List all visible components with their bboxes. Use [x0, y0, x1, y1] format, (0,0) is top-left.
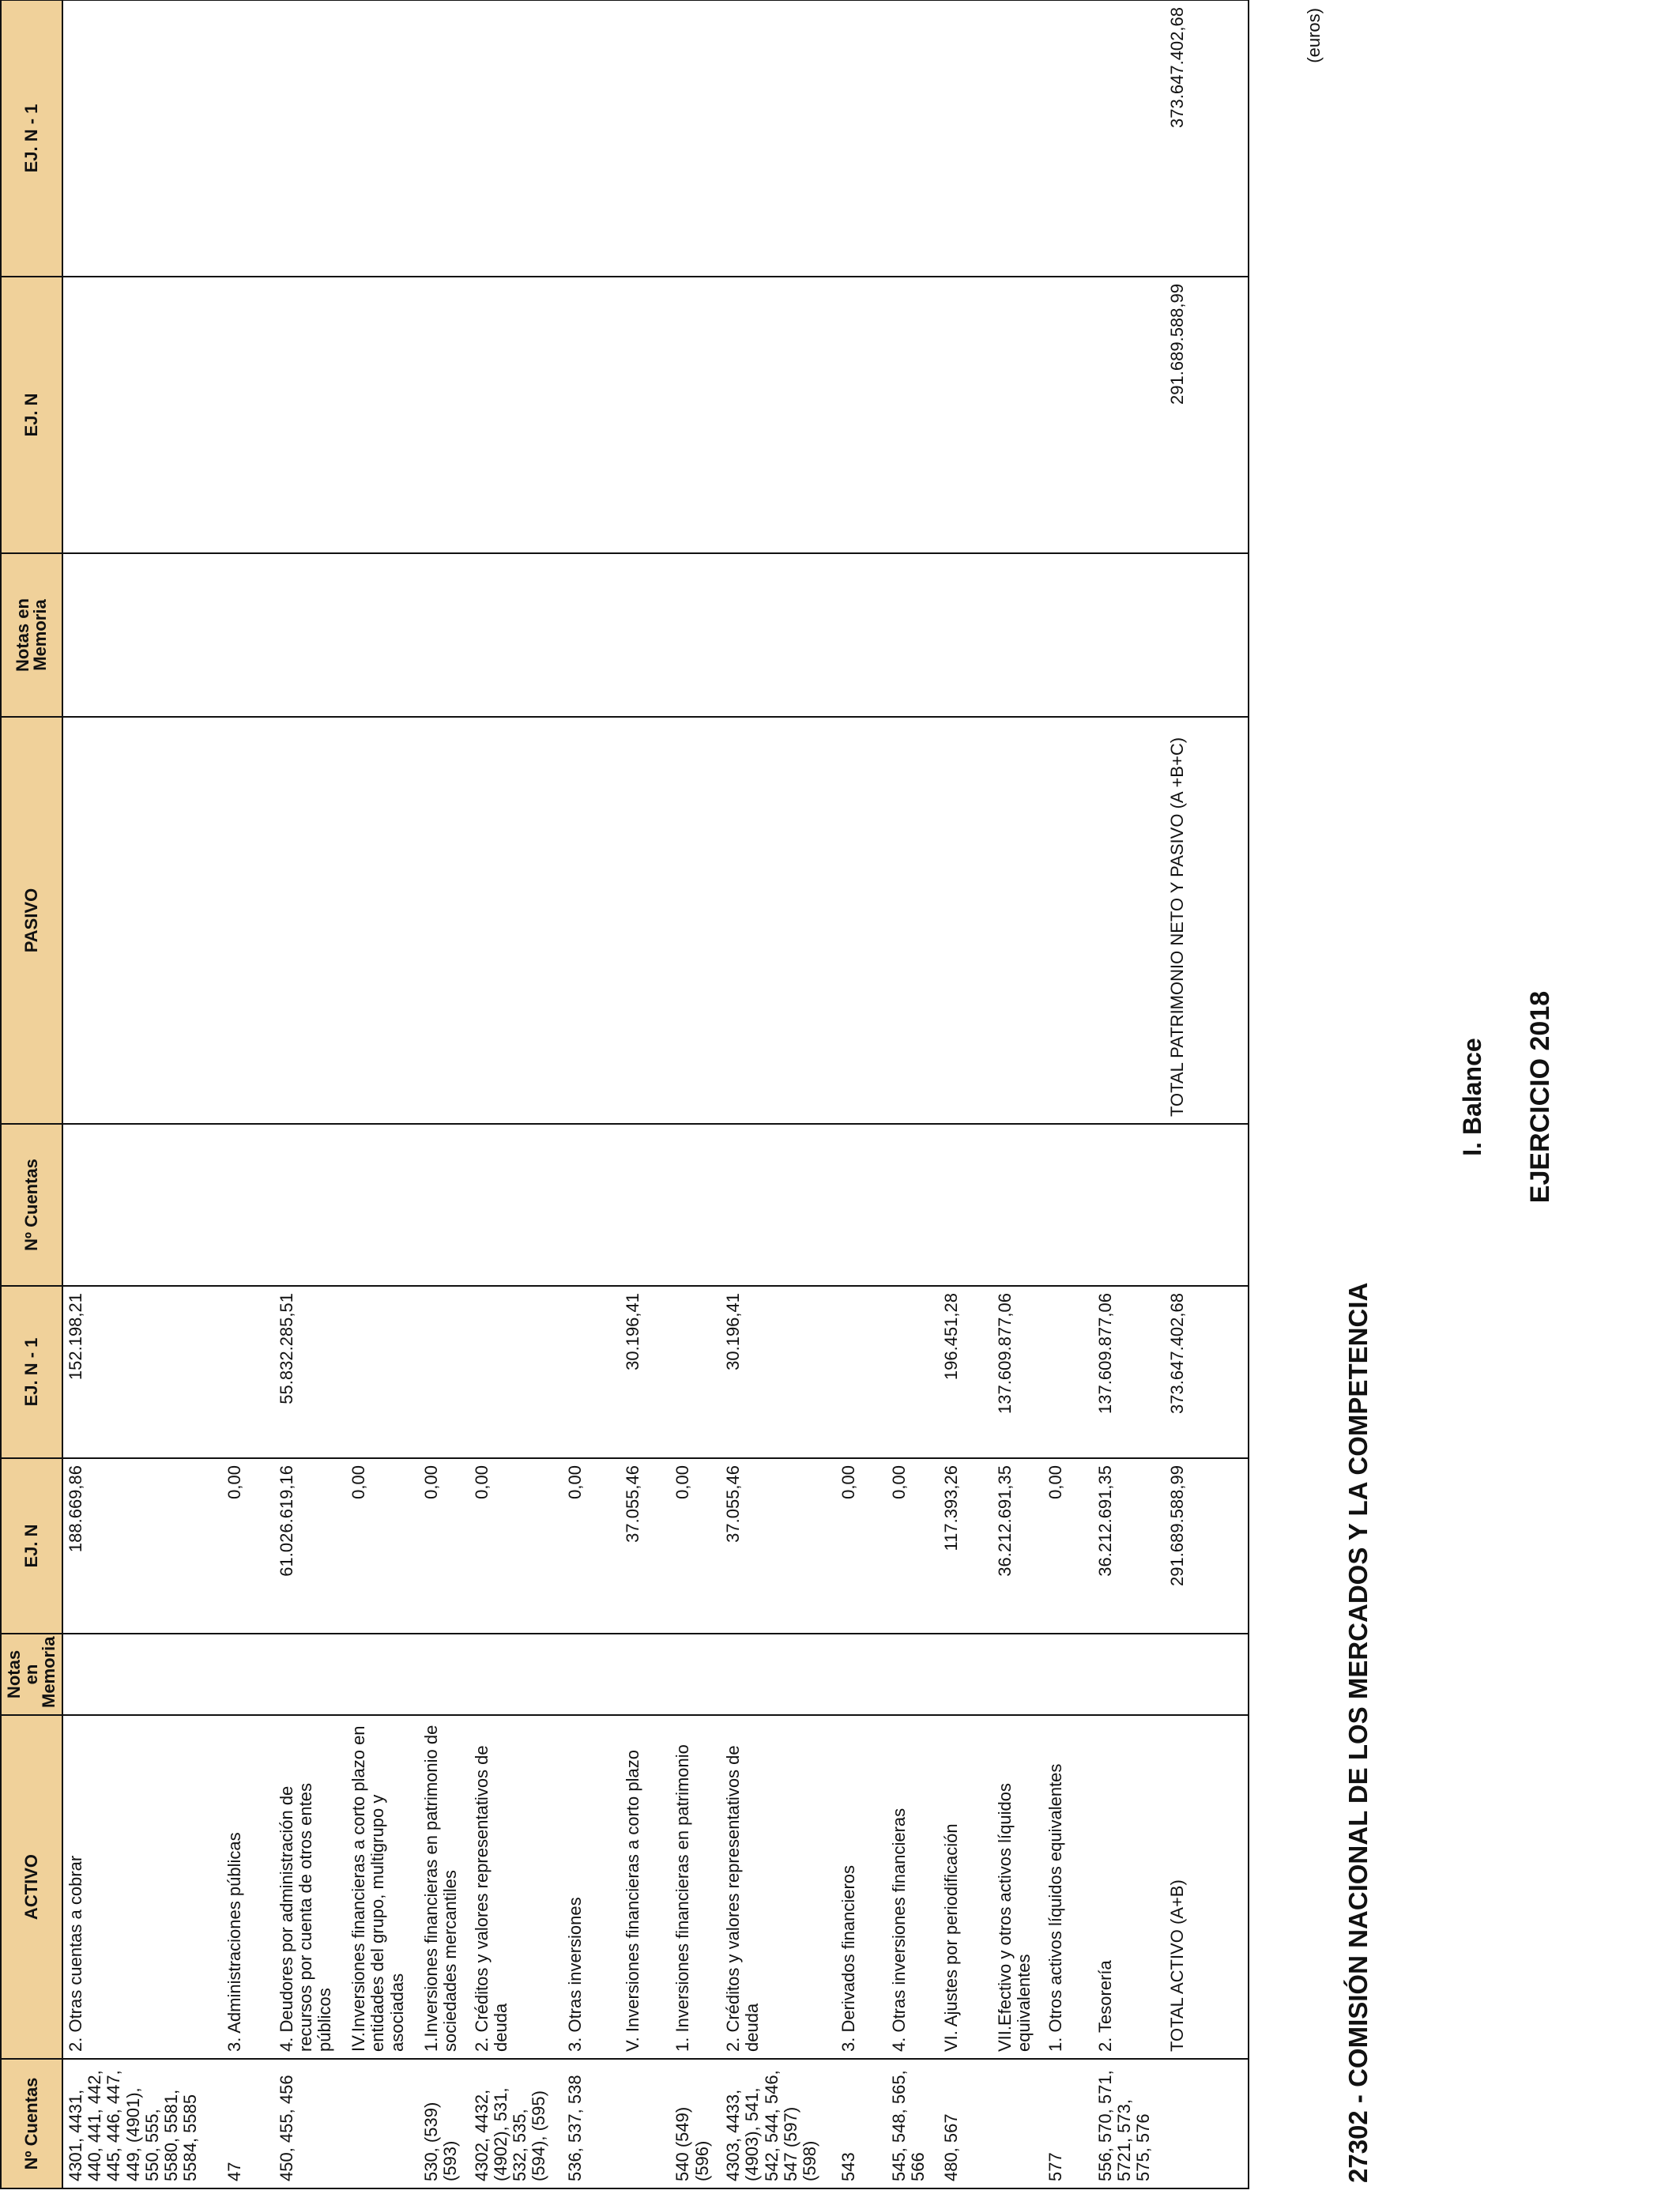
cell-ej-n: 291.689.588,99: [1165, 1458, 1249, 1634]
cell-notas-pasivo: [836, 553, 886, 717]
cell-ej-n: 61.026.619,16: [274, 1458, 346, 1634]
table-row: [620, 0, 670, 2188]
cell-ej-n-pasivo: [887, 277, 939, 553]
cell-cuentas: 536, 537, 538: [563, 2059, 620, 2188]
cell-pasivo: [939, 717, 993, 1124]
cell-cuentas: 540 (549) (596): [670, 2059, 721, 2188]
cell-pasivo: [887, 717, 939, 1124]
cell-activo: V. Inversiones financieras a corto plazo: [620, 1715, 670, 2059]
cell-ej-n: 0,00: [346, 1458, 418, 1634]
cell-ej-n: 36.212.691,35: [1093, 1458, 1165, 1634]
cell-ej-n1-pasivo: [62, 0, 222, 277]
cell-ej-n-pasivo: [620, 277, 670, 553]
cell-cuentas-pasivo: [721, 1124, 836, 1286]
table-row: [670, 0, 721, 2188]
table-row: [419, 0, 469, 2188]
cell-ej-n1: [419, 1286, 469, 1458]
cell-cuentas: 545, 548, 565, 566: [887, 2059, 939, 2188]
cell-cuentas-pasivo: [1043, 1124, 1093, 1286]
cell-ej-n1-pasivo: [721, 0, 836, 277]
header-ej-n: EJ. N: [1, 1458, 62, 1634]
table-row: [993, 0, 1043, 2188]
cell-activo: 2. Créditos y valores representativos de deuda: [721, 1715, 836, 2059]
cell-notas-pasivo: [419, 553, 469, 717]
cell-ej-n1: 196.451,28: [939, 1286, 993, 1458]
cell-pasivo: [620, 717, 670, 1124]
cell-ej-n1: [887, 1286, 939, 1458]
cell-notas: [993, 1634, 1043, 1715]
cell-activo: 3. Otras inversiones: [563, 1715, 620, 2059]
cell-activo: VI. Ajustes por periodificación: [939, 1715, 993, 2059]
cell-notas-pasivo: [993, 553, 1043, 717]
cell-ej-n: 0,00: [469, 1458, 563, 1634]
cell-activo: 4. Deudores por administración de recursos por cuenta de otros entes públicos: [274, 1715, 346, 2059]
cell-activo: 1. Otros activos líquidos equivalentes: [1043, 1715, 1093, 2059]
cell-cuentas: [1165, 2059, 1249, 2188]
cell-cuentas: [620, 2059, 670, 2188]
cell-ej-n1: [346, 1286, 418, 1458]
cell-ej-n: 36.212.691,35: [993, 1458, 1043, 1634]
cell-ej-n: 0,00: [670, 1458, 721, 1634]
cell-ej-n1-pasivo: [670, 0, 721, 277]
cell-notas: [469, 1634, 563, 1715]
table-row: [1043, 0, 1093, 2188]
cell-ej-n: 0,00: [1043, 1458, 1093, 1634]
header-ej-n1: EJ. N - 1: [1, 1286, 62, 1458]
header-pasivo: PASIVO: [1, 717, 62, 1124]
cell-cuentas-pasivo: [993, 1124, 1043, 1286]
cell-cuentas-pasivo: [939, 1124, 993, 1286]
header-ej-n-pasivo: EJ. N: [1, 277, 62, 553]
cell-ej-n1-pasivo: 373.647.402,68: [1165, 0, 1249, 277]
cell-ej-n1-pasivo: [346, 0, 418, 277]
cell-pasivo: [563, 717, 620, 1124]
cell-ej-n: 0,00: [563, 1458, 620, 1634]
cell-cuentas: [993, 2059, 1043, 2188]
cell-activo: 4. Otras inversiones financieras: [887, 1715, 939, 2059]
cell-ej-n-pasivo: [721, 277, 836, 553]
cell-notas-pasivo: [563, 553, 620, 717]
cell-notas-pasivo: [346, 553, 418, 717]
cell-pasivo: [836, 717, 886, 1124]
cell-ej-n-pasivo: [62, 277, 222, 553]
cell-ej-n1-pasivo: [563, 0, 620, 277]
cell-activo: 1. Inversiones financieras en patrimonio: [670, 1715, 721, 2059]
cell-ej-n-pasivo: [419, 277, 469, 553]
header-cuentas-pasivo: Nº Cuentas: [1, 1124, 62, 1286]
header-activo: ACTIVO: [1, 1715, 62, 2059]
cell-notas: [1165, 1634, 1249, 1715]
cell-cuentas-pasivo: [563, 1124, 620, 1286]
cell-activo: 2. Tesorería: [1093, 1715, 1165, 2059]
table-row: [1093, 0, 1165, 2188]
table-row: [563, 0, 620, 2188]
cell-ej-n: 0,00: [222, 1458, 274, 1634]
cell-notas-pasivo: [670, 553, 721, 717]
cell-cuentas-pasivo: [887, 1124, 939, 1286]
cell-notas: [346, 1634, 418, 1715]
cell-notas: [721, 1634, 836, 1715]
cell-pasivo: [670, 717, 721, 1124]
table-row: [469, 0, 563, 2188]
cell-ej-n-pasivo: 291.689.588,99: [1165, 277, 1249, 553]
cell-cuentas-pasivo: [222, 1124, 274, 1286]
cell-ej-n1: [1043, 1286, 1093, 1458]
table-row: [939, 0, 993, 2188]
cell-cuentas-pasivo: [1093, 1124, 1165, 1286]
header-notas-pasivo: Notas en Memoria: [1, 553, 62, 717]
cell-ej-n1: [222, 1286, 274, 1458]
cell-cuentas-pasivo: [1165, 1124, 1249, 1286]
unit-label: (euros): [1304, 8, 1324, 63]
cell-ej-n1-pasivo: [620, 0, 670, 277]
cell-pasivo: [419, 717, 469, 1124]
cell-pasivo: TOTAL PATRIMONIO NETO Y PASIVO (A +B+C): [1165, 717, 1249, 1124]
cell-notas-pasivo: [1165, 553, 1249, 717]
cell-notas: [1093, 1634, 1165, 1715]
cell-notas-pasivo: [1093, 553, 1165, 717]
cell-cuentas: 4301, 4431, 440, 441, 442, 445, 446, 447, 449, (4901), 550, 555, 5580, 5581, 5584, 5585: [62, 2059, 222, 2188]
page-subtitle: EJERCICIO 2018: [1525, 990, 1555, 1204]
cell-activo: 1.Inversiones financieras en patrimonio de sociedades mercantiles: [419, 1715, 469, 2059]
table-row: [274, 0, 346, 2188]
table-row: [346, 0, 418, 2188]
cell-notas-pasivo: [887, 553, 939, 717]
cell-pasivo: [346, 717, 418, 1124]
cell-activo: TOTAL ACTIVO (A+B): [1165, 1715, 1249, 2059]
cell-ej-n: 188.669,86: [62, 1458, 222, 1634]
cell-ej-n: 37.055,46: [721, 1458, 836, 1634]
cell-cuentas-pasivo: [836, 1124, 886, 1286]
cell-activo: 3. Derivados financieros: [836, 1715, 886, 2059]
cell-ej-n: 117.393,26: [939, 1458, 993, 1634]
cell-notas: [620, 1634, 670, 1715]
cell-cuentas: 4303, 4433, (4903), 541, 542, 544, 546, 547 (597) (598): [721, 2059, 836, 2188]
cell-ej-n-pasivo: [274, 277, 346, 553]
cell-cuentas-pasivo: [469, 1124, 563, 1286]
cell-notas: [887, 1634, 939, 1715]
cell-notas-pasivo: [721, 553, 836, 717]
cell-pasivo: [222, 717, 274, 1124]
cell-ej-n1-pasivo: [887, 0, 939, 277]
cell-activo: 2. Créditos y valores representativos de deuda: [469, 1715, 563, 2059]
cell-notas: [939, 1634, 993, 1715]
cell-notas: [563, 1634, 620, 1715]
cell-pasivo: [721, 717, 836, 1124]
cell-ej-n1: 30.196,41: [721, 1286, 836, 1458]
cell-notas-pasivo: [1043, 553, 1093, 717]
cell-cuentas: 450, 455, 456: [274, 2059, 346, 2188]
cell-ej-n: 37.055,46: [620, 1458, 670, 1634]
cell-ej-n: 0,00: [887, 1458, 939, 1634]
cell-notas-pasivo: [939, 553, 993, 717]
cell-ej-n1-pasivo: [1043, 0, 1093, 277]
cell-ej-n1-pasivo: [1093, 0, 1165, 277]
cell-ej-n-pasivo: [993, 277, 1043, 553]
table-row: [1165, 0, 1249, 2188]
cell-notas: [222, 1634, 274, 1715]
cell-ej-n1: [563, 1286, 620, 1458]
table-row: [887, 0, 939, 2188]
cell-cuentas: 543: [836, 2059, 886, 2188]
cell-cuentas-pasivo: [62, 1124, 222, 1286]
cell-ej-n-pasivo: [469, 277, 563, 553]
header-notas: Notas en Memoria: [1, 1634, 62, 1715]
cell-notas-pasivo: [274, 553, 346, 717]
table-body: [62, 0, 1249, 2188]
cell-activo: 2. Otras cuentas a cobrar: [62, 1715, 222, 2059]
cell-notas-pasivo: [620, 553, 670, 717]
cell-ej-n1: 373.647.402,68: [1165, 1286, 1249, 1458]
cell-ej-n: 0,00: [419, 1458, 469, 1634]
cell-notas-pasivo: [222, 553, 274, 717]
cell-ej-n1-pasivo: [419, 0, 469, 277]
cell-ej-n-pasivo: [563, 277, 620, 553]
cell-ej-n1-pasivo: [469, 0, 563, 277]
cell-ej-n1-pasivo: [836, 0, 886, 277]
entity-title: 27302 - COMISIÓN NACIONAL DE LOS MERCADOS Y LA COMPETENCIA: [1343, 1282, 1373, 2183]
cell-notas: [1043, 1634, 1093, 1715]
cell-cuentas: 4302, 4432, (4902), 531, 532, 535, (594), (595): [469, 2059, 563, 2188]
cell-ej-n1-pasivo: [939, 0, 993, 277]
cell-ej-n1: [670, 1286, 721, 1458]
cell-cuentas: 480, 567: [939, 2059, 993, 2188]
cell-cuentas-pasivo: [346, 1124, 418, 1286]
cell-cuentas: [346, 2059, 418, 2188]
cell-ej-n1: [469, 1286, 563, 1458]
cell-notas-pasivo: [62, 553, 222, 717]
cell-ej-n1: 30.196,41: [620, 1286, 670, 1458]
cell-ej-n1-pasivo: [274, 0, 346, 277]
cell-notas: [670, 1634, 721, 1715]
table-header-row: [1, 0, 62, 2188]
page-title: I. Balance: [1458, 1038, 1486, 1156]
cell-cuentas-pasivo: [670, 1124, 721, 1286]
cell-pasivo: [1093, 717, 1165, 1124]
table-row: [62, 0, 222, 2188]
cell-notas: [62, 1634, 222, 1715]
cell-cuentas-pasivo: [274, 1124, 346, 1286]
cell-cuentas: 530, (539) (593): [419, 2059, 469, 2188]
cell-pasivo: [274, 717, 346, 1124]
cell-cuentas: 47: [222, 2059, 274, 2188]
cell-ej-n-pasivo: [1043, 277, 1093, 553]
cell-activo: IV.Inversiones financieras a corto plazo en entidades del grupo, multigrupo y asociadas: [346, 1715, 418, 2059]
cell-ej-n-pasivo: [939, 277, 993, 553]
table-row: [721, 0, 836, 2188]
cell-pasivo: [469, 717, 563, 1124]
cell-cuentas: 577: [1043, 2059, 1093, 2188]
cell-ej-n-pasivo: [222, 277, 274, 553]
cell-ej-n1: 137.609.877,06: [993, 1286, 1043, 1458]
cell-ej-n-pasivo: [346, 277, 418, 553]
cell-activo: VII.Efectivo y otros activos líquidos equivalentes: [993, 1715, 1043, 2059]
cell-ej-n-pasivo: [836, 277, 886, 553]
cell-notas-pasivo: [469, 553, 563, 717]
header-cuentas: Nº Cuentas: [1, 2059, 62, 2188]
cell-notas: [419, 1634, 469, 1715]
cell-ej-n1: 137.609.877,06: [1093, 1286, 1165, 1458]
table-row: [222, 0, 274, 2188]
cell-ej-n-pasivo: [1093, 277, 1165, 553]
cell-pasivo: [62, 717, 222, 1124]
cell-ej-n1: [836, 1286, 886, 1458]
cell-ej-n1: 152.198,21: [62, 1286, 222, 1458]
cell-ej-n1-pasivo: [993, 0, 1043, 277]
cell-cuentas: 556, 570, 571, 5721, 573, 575, 576: [1093, 2059, 1165, 2188]
cell-ej-n1: 55.832.285,51: [274, 1286, 346, 1458]
cell-notas: [274, 1634, 346, 1715]
cell-pasivo: [993, 717, 1043, 1124]
table-row: [836, 0, 886, 2188]
cell-ej-n1-pasivo: [222, 0, 274, 277]
cell-notas: [836, 1634, 886, 1715]
cell-activo: 3. Administraciones públicas: [222, 1715, 274, 2059]
header-ej-n1-pasivo: EJ. N - 1: [1, 0, 62, 277]
cell-pasivo: [1043, 717, 1093, 1124]
cell-ej-n: 0,00: [836, 1458, 886, 1634]
cell-cuentas-pasivo: [419, 1124, 469, 1286]
cell-cuentas-pasivo: [620, 1124, 670, 1286]
cell-ej-n-pasivo: [670, 277, 721, 553]
